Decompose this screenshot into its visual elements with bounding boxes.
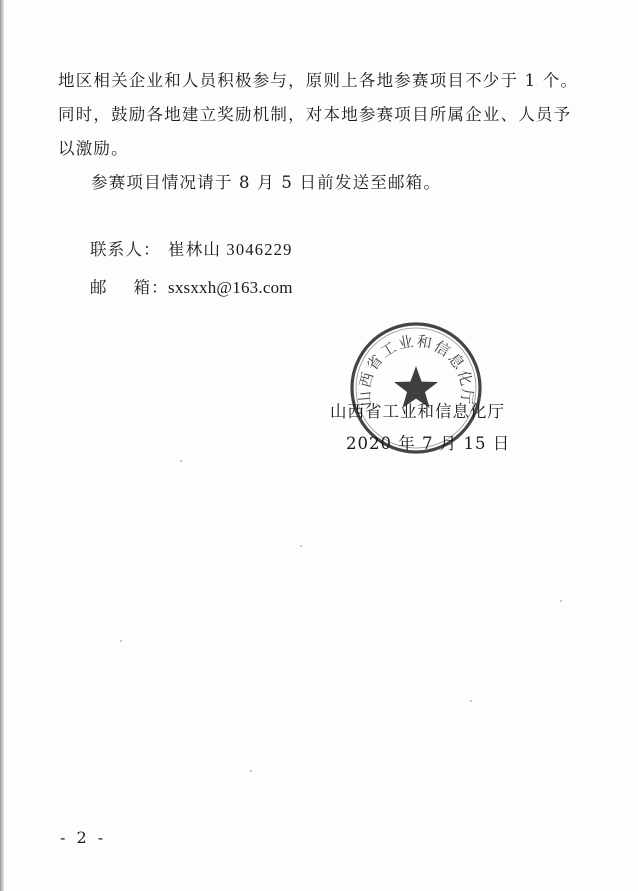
contact-person-label: 联系人： [90,240,161,259]
contact-person-row [90,236,293,260]
paragraph-1-line-2: 同时，鼓励各地建立奖励机制，对本地参赛项目所属企业、人员予 [58,105,572,124]
seal-text: 山西省工业和信息化厅 [355,332,477,407]
signature-organization: 山西省工业和信息化厅 [330,402,505,421]
scan-speck [560,600,562,602]
scan-speck [470,700,472,702]
page-number: - 2 - [60,828,107,847]
signature-date: 2020 年 7 月 15 日 [346,434,511,453]
contact-email-row [90,274,293,298]
contact-person-value: 崔林山 3046229 [168,240,293,259]
contact-email-label: 邮 箱： [90,278,169,297]
paragraph-1 [58,64,598,166]
contact-email-value: sxsxxh@163.com [168,278,293,297]
scan-speck [250,770,252,772]
scan-speck [300,545,302,547]
scan-edge [0,0,4,891]
paragraph-1-line-1: 地区相关企业和人员积极参与，原则上各地参赛项目不少于 1 个。 [58,71,579,90]
paragraph-2: 参赛项目情况请于 8 月 5 日前发送至邮箱。 [91,173,442,192]
scan-speck [180,460,182,462]
paragraph-1-line-3: 以激励。 [58,139,129,158]
scan-speck [120,640,122,642]
body-text [58,64,598,200]
